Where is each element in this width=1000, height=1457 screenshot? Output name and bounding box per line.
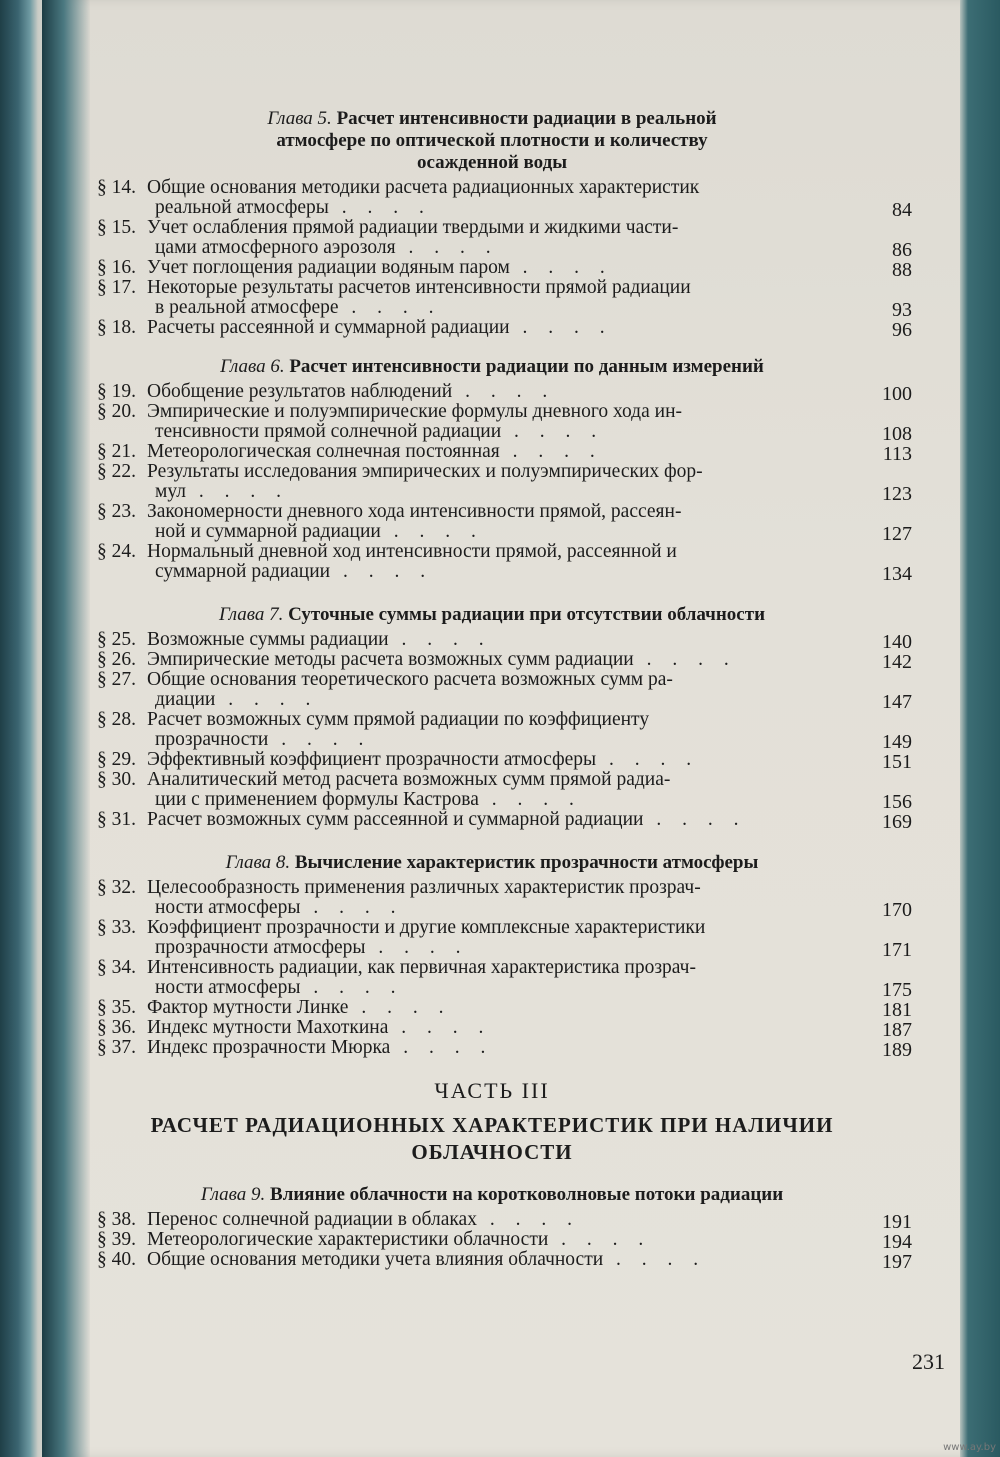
section-number: § 37. xyxy=(97,1037,136,1058)
leader-dots: . . . . xyxy=(328,197,432,218)
toc-page-number: 149 xyxy=(882,731,912,753)
toc-entry-text xyxy=(97,958,797,978)
section-number: § 30. xyxy=(97,769,136,790)
book-page xyxy=(42,0,972,1457)
entry-line: Результаты исследования эмпирических и полуэмпирических фор- xyxy=(147,461,703,482)
toc-entry-text xyxy=(97,542,797,562)
section-number: § 29. xyxy=(97,749,136,770)
toc-entry-text xyxy=(97,630,797,650)
toc-entry-text xyxy=(97,502,797,522)
entry-line: Расчеты рассеянной и суммарной радиации xyxy=(147,317,510,338)
toc-page-number: 86 xyxy=(892,239,912,261)
toc-entry-text xyxy=(97,482,855,502)
toc-entry xyxy=(97,649,912,673)
toc-entry xyxy=(97,917,912,961)
entry-line: ной и суммарной радиации xyxy=(155,521,381,542)
toc-entry-text xyxy=(97,1230,797,1250)
entry-line: ности атмосферы xyxy=(155,897,301,918)
toc-entry-text xyxy=(97,878,797,898)
chapter-title-line xyxy=(97,130,887,152)
toc-entry-text xyxy=(97,238,855,258)
leader-dots: . . . . xyxy=(338,297,442,318)
leader-dots: . . . . xyxy=(300,897,404,918)
entry-line: суммарной радиации xyxy=(155,561,331,582)
toc-page-number: 113 xyxy=(882,443,912,465)
toc-entry-text xyxy=(97,938,855,958)
leader-dots: . . . . xyxy=(365,937,469,958)
toc-page-number: 156 xyxy=(882,791,912,813)
toc-page-number: 123 xyxy=(882,483,912,505)
leader-dots: . . . . xyxy=(388,1017,492,1038)
toc-entry-text xyxy=(97,1210,797,1230)
leader-dots: . . . . xyxy=(395,237,499,258)
entry-line: Учет ослабления прямой радиации твердыми и жидкими части- xyxy=(147,217,679,238)
toc-entry-text xyxy=(97,318,797,338)
toc-entry-text xyxy=(97,810,797,830)
toc-entry-text xyxy=(97,690,855,710)
toc-page-number: 134 xyxy=(882,563,912,585)
chapter-title-line xyxy=(97,356,887,378)
section-number: § 32. xyxy=(97,877,136,898)
chapter-label: Глава 9. xyxy=(200,1184,271,1205)
toc-entry-text xyxy=(97,562,855,582)
toc-page-number: 169 xyxy=(882,811,912,833)
toc-entry-text xyxy=(97,750,797,770)
section-number: § 27. xyxy=(97,669,136,690)
toc-page-number: 142 xyxy=(882,651,912,673)
toc-entry xyxy=(97,957,912,1001)
leader-dots: . . . . xyxy=(633,649,737,670)
entry-line: Индекс прозрачности Мюрка xyxy=(147,1037,391,1058)
toc-page-number: 127 xyxy=(882,523,912,545)
chapter-title: Влияние облачности на коротковолновые потоки радиации xyxy=(270,1184,784,1205)
entry-line: Обобщение результатов наблюдений xyxy=(147,381,453,402)
leader-dots: . . . . xyxy=(380,521,484,542)
toc-entry-text xyxy=(97,278,797,298)
toc-entry-text xyxy=(97,422,855,442)
page-number: 231 xyxy=(912,1349,945,1374)
chapter-heading xyxy=(97,108,887,174)
toc-entry-text xyxy=(97,1250,797,1270)
toc-entry xyxy=(97,1209,912,1233)
chapter-label: Глава 7. xyxy=(218,604,289,625)
toc-entry-text xyxy=(97,650,797,670)
section-number: § 14. xyxy=(97,177,136,198)
section-number: § 15. xyxy=(97,217,136,238)
leader-dots: . . . . xyxy=(215,689,319,710)
leader-dots: . . . . xyxy=(476,1209,580,1230)
entry-line: Возможные суммы радиации xyxy=(147,629,389,650)
toc-entry xyxy=(97,877,912,921)
chapter-title: атмосфере по оптической плотности и количеству xyxy=(276,130,708,151)
chapter-heading xyxy=(97,852,887,874)
entry-line: ции с применением формулы Кастрова xyxy=(155,789,479,810)
entry-line: прозрачности xyxy=(155,729,269,750)
toc-page-number: 170 xyxy=(882,899,912,921)
leader-dots: . . . . xyxy=(501,421,605,442)
chapter-title: Суточные суммы радиации при отсутствии облачности xyxy=(288,604,766,625)
entry-line: тенсивности прямой солнечной радиации xyxy=(155,421,502,442)
toc-page-number: 189 xyxy=(882,1039,912,1061)
section-number: § 19. xyxy=(97,381,136,402)
entry-line: Интенсивность радиации, как первичная характеристика прозрач- xyxy=(147,957,696,978)
chapter-title-line xyxy=(97,1184,887,1206)
toc-entry xyxy=(97,1017,912,1041)
chapter-heading xyxy=(97,356,887,378)
entry-line: цами атмосферного аэрозоля xyxy=(155,237,396,258)
chapter-label: Глава 8. xyxy=(225,852,295,873)
chapter-title-line xyxy=(97,852,887,874)
leader-dots: . . . . xyxy=(348,997,452,1018)
toc-entry xyxy=(97,461,912,505)
leader-dots: . . . . xyxy=(300,977,404,998)
entry-line: Эмпирические и полуэмпирические формулы дневного хода ин- xyxy=(147,401,683,422)
toc-entry xyxy=(97,709,912,753)
toc-entry-text xyxy=(97,402,797,422)
leader-dots: . . . . xyxy=(388,629,492,650)
entry-line: в реальной атмосфере xyxy=(155,297,339,318)
chapter-title-line xyxy=(97,604,887,626)
toc-entry-text xyxy=(97,1018,797,1038)
leader-dots: . . . . xyxy=(509,257,613,278)
toc-entry xyxy=(97,1229,912,1253)
toc-entry-text xyxy=(97,462,797,482)
section-number: § 17. xyxy=(97,277,136,298)
toc-entry-text xyxy=(97,1038,797,1058)
chapter-title: Расчет интенсивности радиации по данным измерений xyxy=(289,356,764,377)
toc-entry xyxy=(97,997,912,1021)
leader-dots: . . . . xyxy=(603,1249,707,1270)
chapter-label: Глава 6. xyxy=(220,356,290,377)
toc-page-number: 140 xyxy=(882,631,912,653)
section-number: § 31. xyxy=(97,809,136,830)
entry-line: Общие основания методики расчета радиационных характеристик xyxy=(147,177,700,198)
chapter-title: осажденной воды xyxy=(416,152,568,173)
toc-entry xyxy=(97,809,912,833)
toc-entry-text xyxy=(97,442,797,462)
leader-dots: . . . . xyxy=(330,561,434,582)
toc-page-number: 197 xyxy=(882,1251,912,1273)
part-title: ОБЛАЧНОСТИ xyxy=(411,1140,573,1164)
toc-entry xyxy=(97,317,912,341)
section-number: § 38. xyxy=(97,1209,136,1230)
entry-line: ности атмосферы xyxy=(155,977,301,998)
entry-line: Фактор мутности Линке xyxy=(147,997,349,1018)
table-of-contents xyxy=(97,108,912,1273)
toc-entry-text xyxy=(97,730,855,750)
section-number: § 24. xyxy=(97,541,136,562)
book-cover-edge xyxy=(960,0,1000,1457)
toc-page-number: 96 xyxy=(892,319,912,341)
leader-dots: . . . . xyxy=(390,1037,494,1058)
section-number: § 26. xyxy=(97,649,136,670)
entry-line: Индекс мутности Махоткина xyxy=(147,1017,389,1038)
toc-page-number: 88 xyxy=(892,259,912,281)
toc-entry-text xyxy=(97,382,797,402)
chapter-heading xyxy=(97,1184,887,1206)
section-number: § 25. xyxy=(97,629,136,650)
entry-line: Некоторые результаты расчетов интенсивности прямой радиации xyxy=(147,277,691,298)
leader-dots: . . . . xyxy=(268,729,372,750)
toc-entry-text xyxy=(97,218,797,238)
watermark: www.ay.by xyxy=(943,1442,996,1453)
chapter-title: Вычисление характеристик прозрачности атмосферы xyxy=(294,852,759,873)
leader-dots: . . . . xyxy=(509,317,613,338)
chapter-title-line xyxy=(97,108,887,130)
entry-line: Расчет возможных сумм рассеянной и суммарной радиации xyxy=(147,809,644,830)
toc-page-number: 187 xyxy=(882,1019,912,1041)
section-number: § 39. xyxy=(97,1229,136,1250)
leader-dots: . . . . xyxy=(643,809,747,830)
section-number: § 33. xyxy=(97,917,136,938)
leader-dots: . . . . xyxy=(185,481,289,502)
chapter-label: Глава 5. xyxy=(267,108,337,129)
binding-shadow xyxy=(42,0,90,1457)
toc-page-number: 151 xyxy=(882,751,912,773)
entry-line: Нормальный дневной ход интенсивности прямой, рассеянной и xyxy=(147,541,677,562)
toc-entry-text xyxy=(97,670,797,690)
toc-entry xyxy=(97,401,912,445)
toc-entry xyxy=(97,769,912,813)
toc-entry-text xyxy=(97,998,797,1018)
toc-entry-text xyxy=(97,790,855,810)
toc-entry-text xyxy=(97,522,855,542)
entry-line: Расчет возможных сумм прямой радиации по коэффициенту xyxy=(147,709,650,730)
entry-line: Метеорологические характеристики облачности xyxy=(147,1229,549,1250)
toc-entry xyxy=(97,257,912,281)
chapter-heading xyxy=(97,604,887,626)
entry-line: Целесообразность применения различных характеристик прозрач- xyxy=(147,877,701,898)
section-number: § 22. xyxy=(97,461,136,482)
toc-entry-text xyxy=(97,298,855,318)
toc-entry xyxy=(97,1249,912,1273)
toc-entry-text xyxy=(97,978,855,998)
toc-entry-text xyxy=(97,178,797,198)
toc-entry xyxy=(97,277,912,321)
entry-line: Общие основания теоретического расчета возможных сумм ра- xyxy=(147,669,673,690)
entry-line: прозрачности атмосферы xyxy=(155,937,366,958)
toc-page-number: 100 xyxy=(882,383,912,405)
leader-dots: . . . . xyxy=(499,441,603,462)
toc-page-number: 171 xyxy=(882,939,912,961)
section-number: § 16. xyxy=(97,257,136,278)
entry-line: Эффективный коэффициент прозрачности атмосферы xyxy=(147,749,597,770)
toc-entry xyxy=(97,629,912,653)
section-number: § 20. xyxy=(97,401,136,422)
toc-entry xyxy=(97,1037,912,1061)
leader-dots: . . . . xyxy=(548,1229,652,1250)
entry-line: Метеорологическая солнечная постоянная xyxy=(147,441,500,462)
toc-page-number: 175 xyxy=(882,979,912,1001)
toc-entry-text xyxy=(97,918,797,938)
entry-line: диации xyxy=(155,689,216,710)
toc-entry xyxy=(97,749,912,773)
section-number: § 36. xyxy=(97,1017,136,1038)
toc-page-number: 84 xyxy=(892,199,912,221)
toc-entry xyxy=(97,381,912,405)
section-number: § 18. xyxy=(97,317,136,338)
part-label: ЧАСТЬ III xyxy=(434,1078,550,1103)
section-number: § 40. xyxy=(97,1249,136,1270)
toc-page-number: 194 xyxy=(882,1231,912,1253)
entry-line: Перенос солнечной радиации в облаках xyxy=(147,1209,477,1230)
entry-line: Учет поглощения радиации водяным паром xyxy=(147,257,510,278)
toc-entry-text xyxy=(97,770,797,790)
entry-line: Закономерности дневного хода интенсивности прямой, рассеян- xyxy=(147,501,682,522)
entry-line: Эмпирические методы расчета возможных сумм радиации xyxy=(147,649,634,670)
chapter-title-line xyxy=(97,152,887,174)
section-number: § 35. xyxy=(97,997,136,1018)
chapter-title: Расчет интенсивности радиации в реальной xyxy=(336,108,717,129)
toc-entry xyxy=(97,177,912,221)
toc-page-number: 191 xyxy=(882,1211,912,1233)
leader-dots: . . . . xyxy=(452,381,556,402)
toc-entry xyxy=(97,541,912,585)
toc-page-number: 93 xyxy=(892,299,912,321)
toc-entry xyxy=(97,669,912,713)
section-number: § 21. xyxy=(97,441,136,462)
entry-line: мул xyxy=(155,481,186,502)
leader-dots: . . . . xyxy=(478,789,582,810)
section-number: § 23. xyxy=(97,501,136,522)
entry-line: Коэффициент прозрачности и другие комплексные характеристики xyxy=(147,917,706,938)
leader-dots: . . . . xyxy=(596,749,700,770)
toc-entry xyxy=(97,441,912,465)
section-number: § 28. xyxy=(97,709,136,730)
entry-line: Общие основания методики учета влияния облачности xyxy=(147,1249,604,1270)
section-number: § 34. xyxy=(97,957,136,978)
toc-entry-text xyxy=(97,258,797,278)
entry-line: реальной атмосферы xyxy=(155,197,329,218)
toc-entry-text xyxy=(97,198,855,218)
entry-line: Аналитический метод расчета возможных сумм прямой радиа- xyxy=(147,769,671,790)
toc-page-number: 108 xyxy=(882,423,912,445)
part-title: РАСЧЕТ РАДИАЦИОННЫХ ХАРАКТЕРИСТИК ПРИ НАЛИЧИИ xyxy=(150,1113,834,1137)
toc-entry xyxy=(97,501,912,545)
toc-entry-text xyxy=(97,710,797,730)
toc-page-number: 181 xyxy=(882,999,912,1021)
toc-page-number: 147 xyxy=(882,691,912,713)
toc-entry xyxy=(97,217,912,261)
toc-entry-text xyxy=(97,898,855,918)
